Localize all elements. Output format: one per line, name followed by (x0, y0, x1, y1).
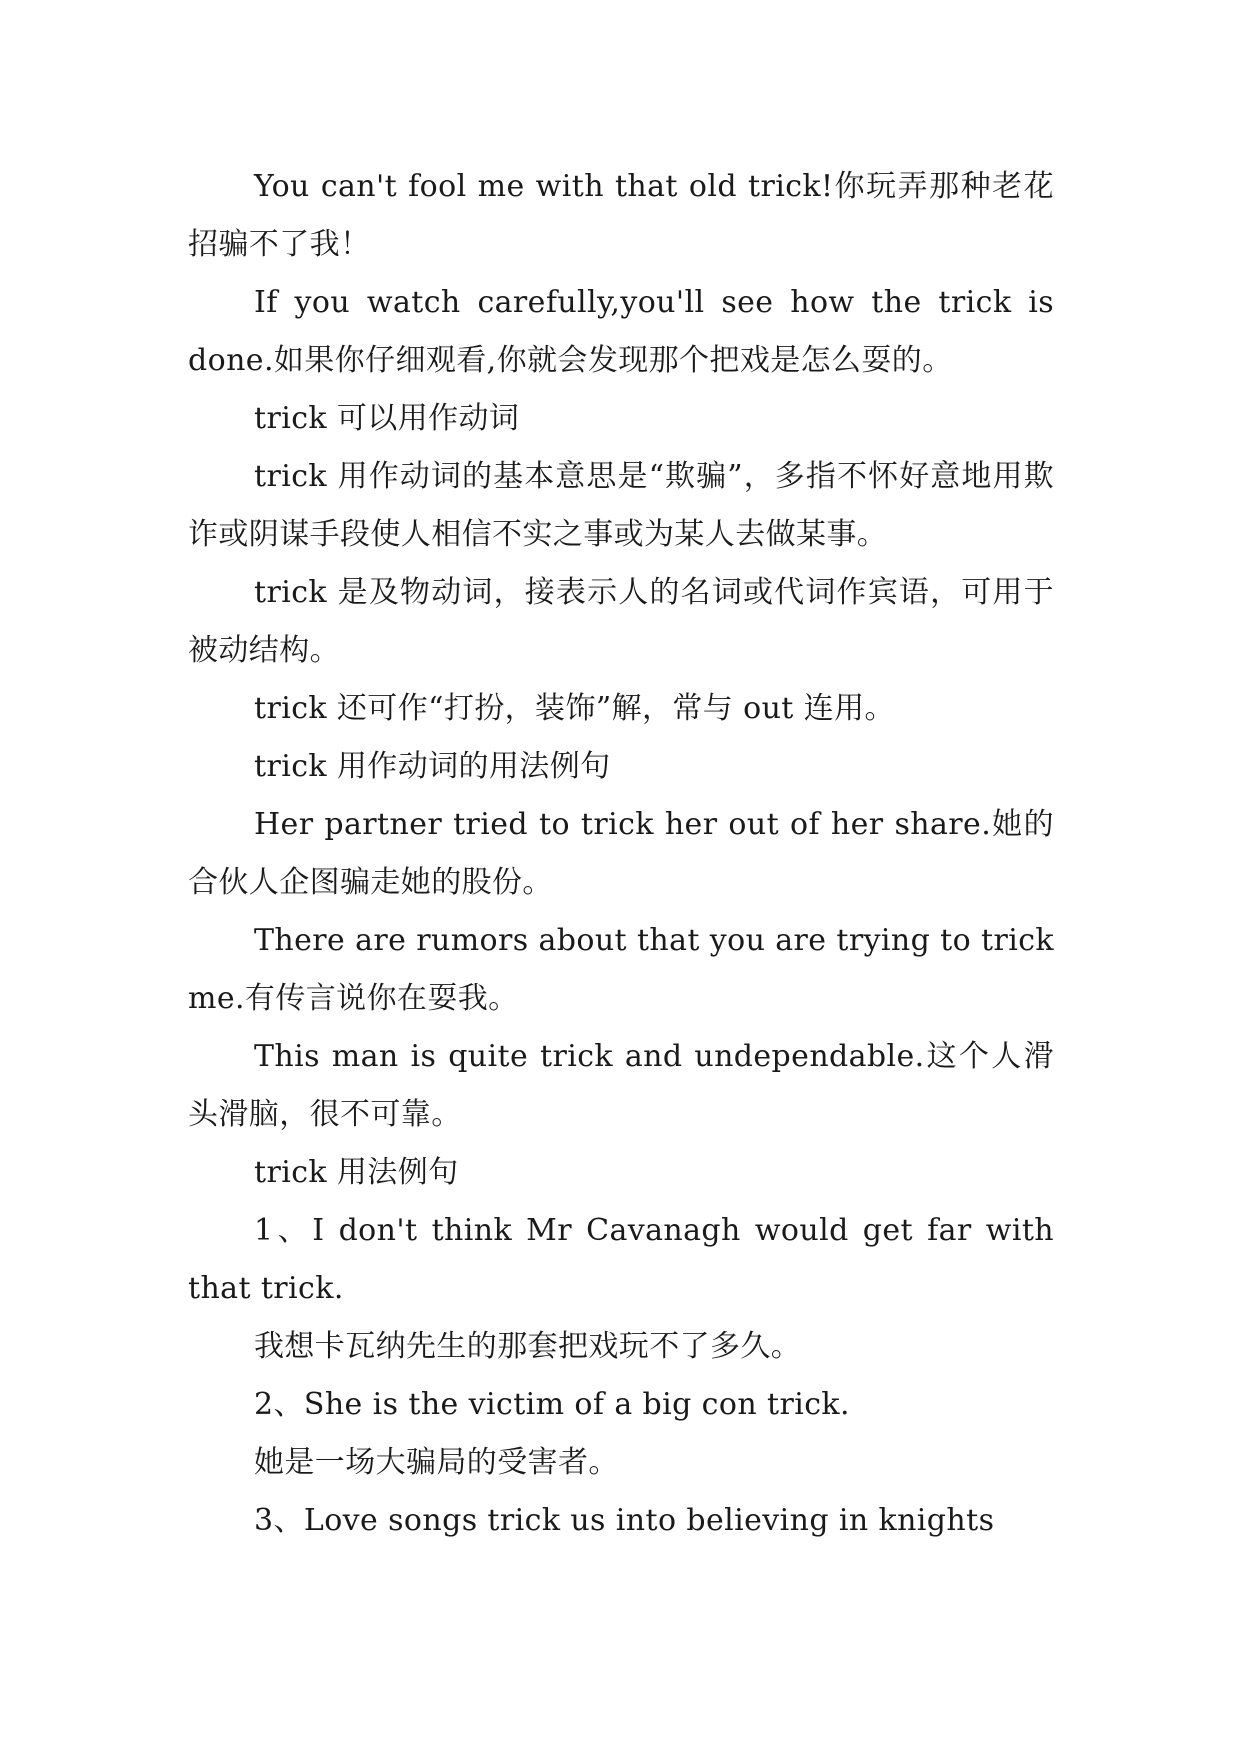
paragraph: This man is quite trick and undependable.这个人滑头滑脑，很不可靠。 (188, 1039, 1054, 1132)
paragraph: trick 用作动词的基本意思是“欺骗”，多指不怀好意地用欺诈或阴谋手段使人相信不实之事或为某人去做某事。 (188, 459, 1054, 552)
paragraph: You can't fool me with that old trick!你玩弄那种老花招骗不了我！ (188, 169, 1054, 262)
document-body (188, 158, 1054, 1550)
paragraph: If you watch carefully,you'll see how the trick is done.如果你仔细观看,你就会发现那个把戏是怎么耍的。 (188, 285, 1054, 378)
paragraph: 她是一场大骗局的受害者。 (254, 1445, 619, 1480)
paragraph: Her partner tried to trick her out of her share.她的合伙人企图骗走她的股份。 (188, 807, 1054, 900)
paragraph: trick 还可作“打扮，装饰”解，常与 out 连用。 (254, 691, 895, 726)
paragraph: 我想卡瓦纳先生的那套把戏玩不了多久。 (254, 1329, 802, 1364)
paragraph: trick 用作动词的用法例句 (254, 749, 611, 784)
paragraph: 3、Love songs trick us into believing in knights (254, 1503, 995, 1538)
paragraph: 1、I don't think Mr Cavanagh would get far with that trick. (188, 1213, 1054, 1306)
paragraph: trick 用法例句 (254, 1155, 459, 1190)
paragraph: trick 是及物动词，接表示人的名词或代词作宾语，可用于被动结构。 (188, 575, 1054, 668)
paragraph: trick 可以用作动词 (254, 401, 520, 436)
paragraph: There are rumors about that you are trying to trick me.有传言说你在耍我。 (188, 923, 1055, 1016)
paragraph: 2、She is the victim of a big con trick. (254, 1387, 850, 1422)
